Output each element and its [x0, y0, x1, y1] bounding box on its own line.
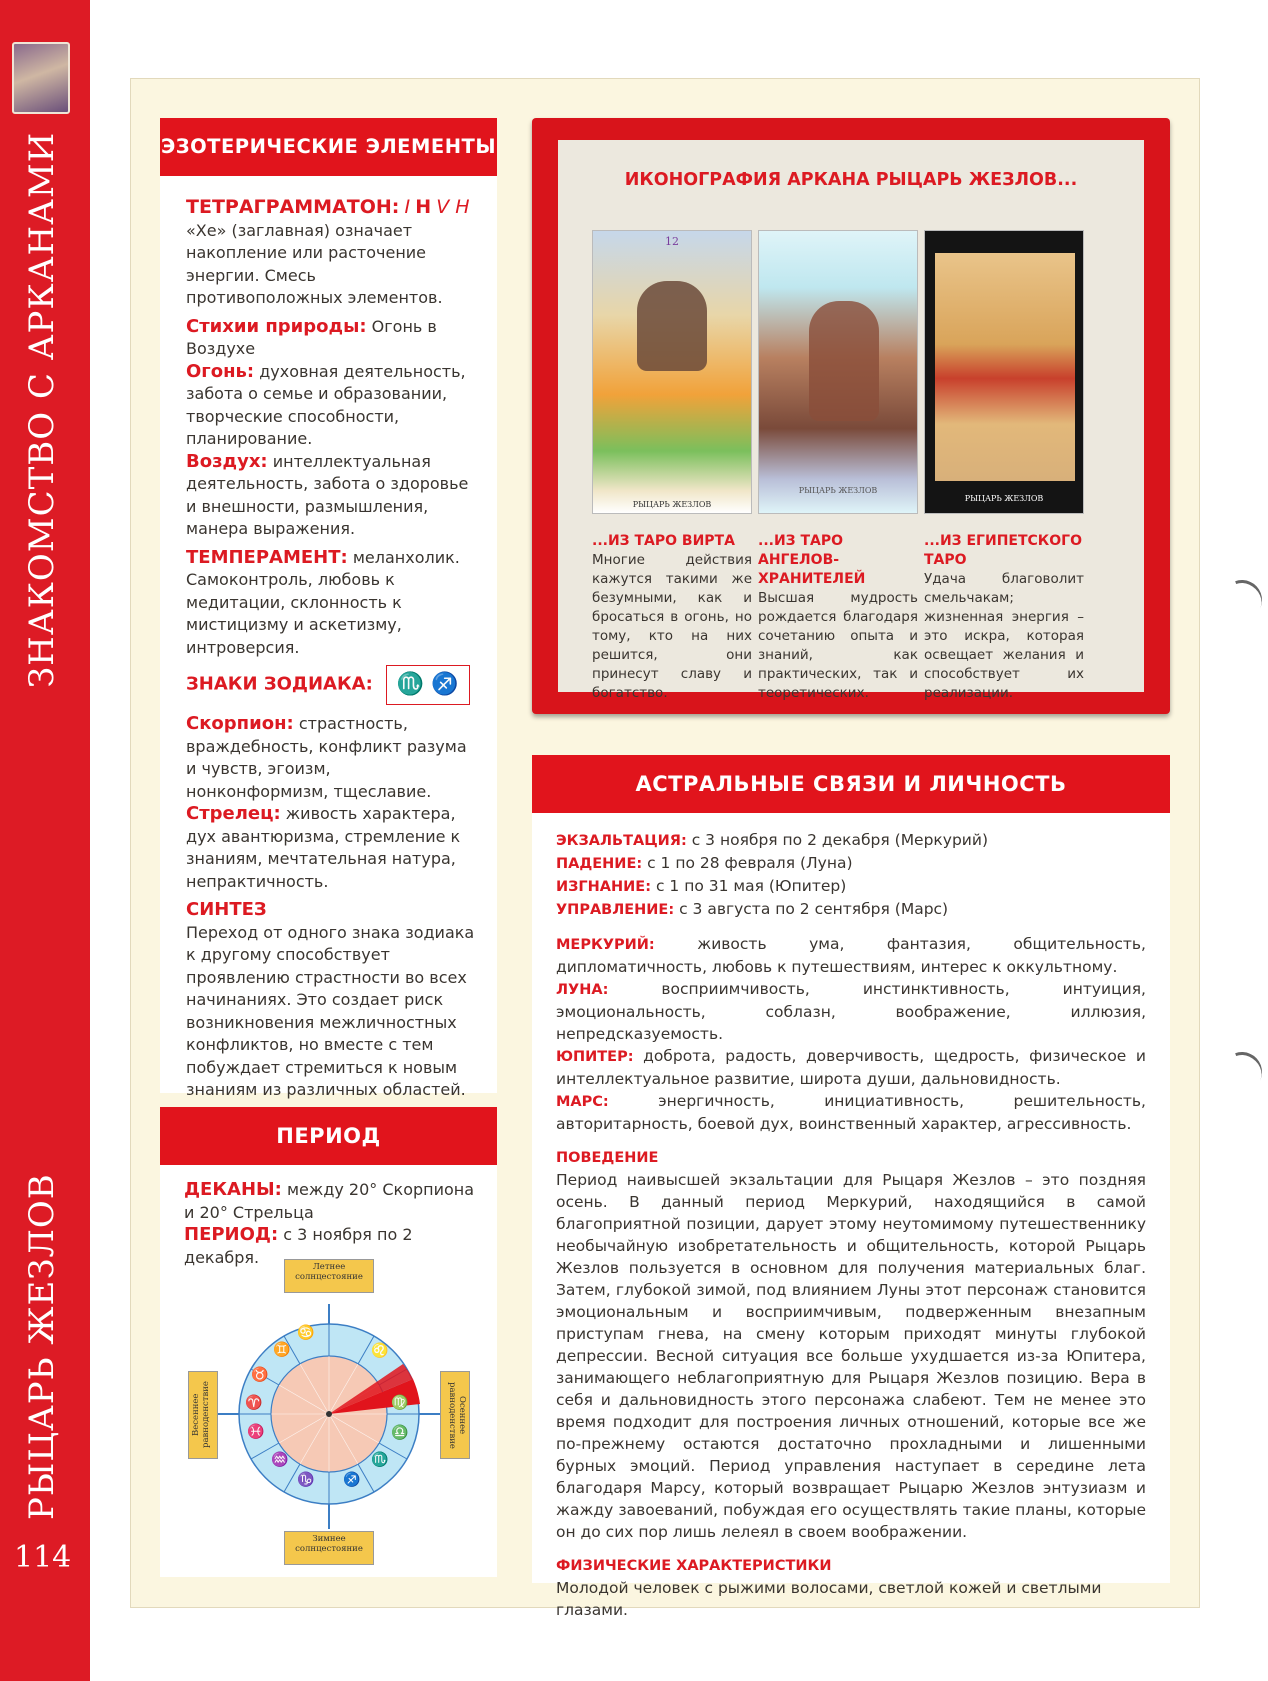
- astral-row-text: с 3 ноября по 2 декабря (Меркурий): [691, 831, 989, 849]
- astral-header: АСТРАЛЬНЫЕ СВЯЗИ И ЛИЧНОСТЬ: [532, 755, 1170, 813]
- caption-text: Высшая мудрость рождается благодаря сочетанию опыта и знаний, как практических, так и теоретических.: [758, 590, 918, 701]
- synthesis-label: СИНТЕЗ: [186, 899, 267, 920]
- temperament-label: ТЕМПЕРАМЕНТ:: [186, 546, 348, 568]
- binder-hole: [1215, 1045, 1268, 1098]
- astral-row-label: ИЗГНАНИЕ:: [556, 879, 652, 895]
- decans-text: между 20° Скорпиона и 20° Стрельца: [184, 1180, 475, 1222]
- planet-entry: [556, 1045, 1146, 1090]
- synthesis-entry: [186, 899, 475, 1102]
- period-label: ПЕРИОД:: [184, 1224, 279, 1245]
- scorpio-text: страстность, враждебность, конфликт разума и чувств, эгоизм, нонконформизм, тщеславие.: [186, 714, 467, 801]
- planet-entry: [556, 1090, 1146, 1135]
- caption-wirth: [592, 532, 752, 703]
- zodiac-sign: ♎: [391, 1425, 409, 1441]
- esoteric-box: [160, 118, 497, 1099]
- period-box: [160, 1107, 497, 1577]
- elements-entry: [186, 316, 475, 361]
- chapter-title: РЫЦАРЬ ЖЕЗЛОВ: [22, 1173, 62, 1520]
- binder-hole: [1215, 573, 1268, 626]
- zodiac-sign: ♏: [371, 1452, 389, 1468]
- sagittarius-entry: [186, 803, 475, 893]
- elements-label: Стихии природы:: [186, 315, 367, 337]
- astral-row-text: с 1 по 28 февраля (Луна): [647, 854, 853, 872]
- caption-title: ...ИЗ ТАРО ВИРТА: [592, 533, 735, 549]
- knight-figure: [809, 301, 879, 421]
- caption-egyptian: [924, 532, 1084, 703]
- air-entry: [186, 451, 475, 541]
- zodiac-sign: ♍: [391, 1395, 409, 1411]
- caption-text: Многие действия кажутся такими же безумными, как и бросаться в огонь, но тому, кто на них решится, они принесут славу и богатство.: [592, 552, 752, 701]
- card-number: 12: [665, 235, 679, 248]
- papyrus-scene: [935, 253, 1075, 481]
- zodiac-sign: ♋: [297, 1325, 315, 1341]
- knight-figure: [637, 281, 707, 371]
- astral-row: [556, 898, 1146, 921]
- tarot-card-wirth: [592, 230, 752, 514]
- planet-label: ЮПИТЕР:: [556, 1049, 634, 1065]
- planet-label: МАРС:: [556, 1094, 609, 1110]
- sagittarius-label: Стрелец:: [186, 803, 281, 824]
- air-text: интеллектуальная деятельность, забота о здоровье и внешности, размышления, манера выражения.: [186, 451, 469, 538]
- astral-row: [556, 875, 1146, 898]
- period-header: ПЕРИОД: [160, 1107, 497, 1165]
- zodiac-sign: ♌: [371, 1343, 389, 1359]
- temperament-text: меланхолик. Самоконтроль, любовь к медитации, склонность к мистицизму и аскетизму, интроверсия.: [186, 547, 460, 657]
- planet-text: восприимчивость, инстинктивность, интуиция, эмоциональность, соблазн, воображение, иллюзия, непредсказуемость.: [556, 980, 1146, 1043]
- zodiac-wheel-svg: [188, 1259, 470, 1569]
- card-label: РЫЦАРЬ ЖЕЗЛОВ: [964, 494, 1044, 503]
- planet-entry: [556, 933, 1146, 978]
- tetragrammaton-label: ТЕТРАГРАММАТОН:: [186, 196, 400, 218]
- astral-row-text: с 1 по 31 мая (Юпитер): [655, 877, 847, 895]
- summer-solstice-label: Летнее солнцестояние: [284, 1259, 374, 1293]
- tetra-i: I: [404, 196, 411, 218]
- planet-label: ЛУНА:: [556, 982, 609, 998]
- autumn-equinox-text: Осеннее равноденствие: [447, 1381, 467, 1449]
- zodiac-wheel: [188, 1259, 470, 1569]
- planet-text: энергичность, инициативность, решительность, авторитарность, боевой дух, воинственный характер, агрессивность.: [556, 1092, 1146, 1133]
- air-label: Воздух:: [186, 450, 268, 472]
- zodiac-sign: ♉: [251, 1367, 269, 1383]
- caption-angels: [758, 532, 918, 703]
- decans-entry: [184, 1179, 479, 1224]
- tarot-card-egyptian: [924, 230, 1084, 514]
- card-label: РЫЦАРЬ ЖЕЗЛОВ: [798, 486, 878, 495]
- winter-solstice-label: Зимнее солнцестояние: [284, 1531, 374, 1565]
- planet-text: живость ума, фантазия, общительность, дипломатичность, любовь к путешествиям, интерес к оккультному.: [556, 935, 1146, 976]
- fire-text: духовная деятельность, забота о семье и образовании, творческие способности, планирование.: [186, 361, 466, 448]
- zodiac-sign: ♊: [273, 1342, 291, 1358]
- tarot-thumbnail: [12, 42, 70, 114]
- tetra-vh: V H: [436, 196, 470, 218]
- scorpio-label: Скорпион:: [186, 713, 294, 734]
- physical-label: ФИЗИЧЕСКИЕ ХАРАКТЕРИСТИКИ: [556, 1558, 832, 1574]
- caption-text: Удача благоволит смельчакам; жизненная энергия – это искра, которая освещает желания и способствует их реализации.: [924, 571, 1084, 701]
- section-title: ЗНАКОМСТВО С АРКАНАМИ: [22, 131, 62, 688]
- astral-row: [556, 852, 1146, 875]
- caption-title: ...ИЗ ЕГИПЕТСКОГО ТАРО: [924, 533, 1082, 568]
- planet-text: доброта, радость, доверчивость, щедрость, физическое и интеллектуальное развитие, широта души, дальновидность.: [556, 1047, 1146, 1088]
- caption-title: ...ИЗ ТАРО АНГЕЛОВ-ХРАНИТЕЛЕЙ: [758, 533, 866, 587]
- planet-label: МЕРКУРИЙ:: [556, 937, 655, 953]
- page-number: 114: [14, 1540, 72, 1575]
- tarot-card-angels: [758, 230, 918, 514]
- zodiac-sign: ♑: [297, 1472, 315, 1488]
- astral-box: [532, 755, 1170, 1619]
- elements-text: Огонь в Воздухе: [186, 316, 437, 358]
- astral-row-label: УПРАВЛЕНИЕ:: [556, 902, 675, 918]
- astral-row-text: с 3 августа по 2 сентября (Марс): [679, 900, 949, 918]
- spine-bar: [0, 0, 90, 1681]
- sagittarius-text: живость характера, дух авантюризма, стремление к знаниям, мечтательная натура, непрактичность.: [186, 804, 461, 891]
- temperament-entry: [186, 547, 475, 660]
- zodiac-entry: [186, 665, 475, 705]
- period-text: с 3 ноября по 2 декабря.: [184, 1225, 413, 1267]
- tetragrammaton-entry: [186, 196, 475, 310]
- scorpio-entry: [186, 713, 475, 803]
- autumn-equinox-label: [440, 1371, 470, 1459]
- spring-equinox-text: Весеннее равноденствие: [191, 1381, 211, 1449]
- tetra-h: H: [415, 196, 432, 218]
- astral-row-label: ЭКЗАЛЬТАЦИЯ:: [556, 833, 687, 849]
- zodiac-label: ЗНАКИ ЗОДИАКА:: [186, 673, 373, 695]
- esoteric-header: ЭЗОТЕРИЧЕСКИЕ ЭЛЕМЕНТЫ: [160, 118, 497, 176]
- astral-row: [556, 829, 1146, 852]
- behavior-text: Период наивысшей экзальтации для Рыцаря Жезлов – это поздняя осень. В данный период Меркурий, находящийся в самой благоприятной позиции, дарует этому неутомимому путешественнику необычайную изобретательность и общительность, которой Рыцарь Жезлов пользуется в основном для получения материальных благ. Затем, глубокой зимой, под влиянием Луны этот персонаж становится эмоциональным и восприимчивым, подверженным внезапным приступам гнева, на смену которым приходят минуты глубокой депрессии. Весной ситуация все больше ухудшается из-за Юпитера, занимающего неблагоприятную для Рыцаря Жезлов позицию. Вера в себя и дальновидность этого персонажа слабеют. Тем не менее это время подходит для построения личных отношений, которые все же по-прежнему остаются достаточно прохладными и лишенными бурных эмоций. Период управления наступает в середине лета благодаря Марсу, который возвращает Рыцарю Жезлов энтузиазм и жажду завоеваний, побуждая его осуществлять такие планы, которые он до сих пор лишь лелеял в своем воображении.: [556, 1171, 1146, 1541]
- card-label: РЫЦАРЬ ЖЕЗЛОВ: [632, 500, 712, 509]
- astral-row-label: ПАДЕНИЕ:: [556, 856, 643, 872]
- zodiac-sign: ♓: [247, 1424, 265, 1440]
- fire-entry: [186, 361, 475, 451]
- iconography-title: ИКОНОГРАФИЯ АРКАНА РЫЦАРЬ ЖЕЗЛОВ...: [624, 170, 1078, 190]
- zodiac-sign: ♐: [343, 1472, 361, 1488]
- iconography-inner: [558, 140, 1144, 701]
- behavior-label: ПОВЕДЕНИЕ: [556, 1150, 659, 1166]
- zodiac-sign: ♒: [271, 1452, 289, 1468]
- zodiac-glyphs: ♏ ♐: [386, 665, 470, 705]
- spring-equinox-label: [188, 1371, 218, 1459]
- zodiac-sign: ♈: [245, 1395, 263, 1411]
- decans-label: ДЕКАНЫ:: [184, 1179, 282, 1200]
- fire-label: Огонь:: [186, 360, 255, 382]
- tetragrammaton-text: «Хе» (заглавная) означает накопление или расточение энергии. Смесь противоположных элементов.: [186, 220, 443, 307]
- physical-text: Молодой человек с рыжими волосами, светлой кожей и светлыми глазами.: [556, 1579, 1102, 1619]
- synthesis-text: Переход от одного знака зодиака к другому способствует проявлению страстности во всех начинаниях. Это создает риск возникновения межличностных конфликтов, но вместе с тем побуждает стремиться к новым знаниям из различных областей.: [186, 922, 475, 1099]
- iconography-frame: [532, 118, 1170, 714]
- planet-entry: [556, 978, 1146, 1045]
